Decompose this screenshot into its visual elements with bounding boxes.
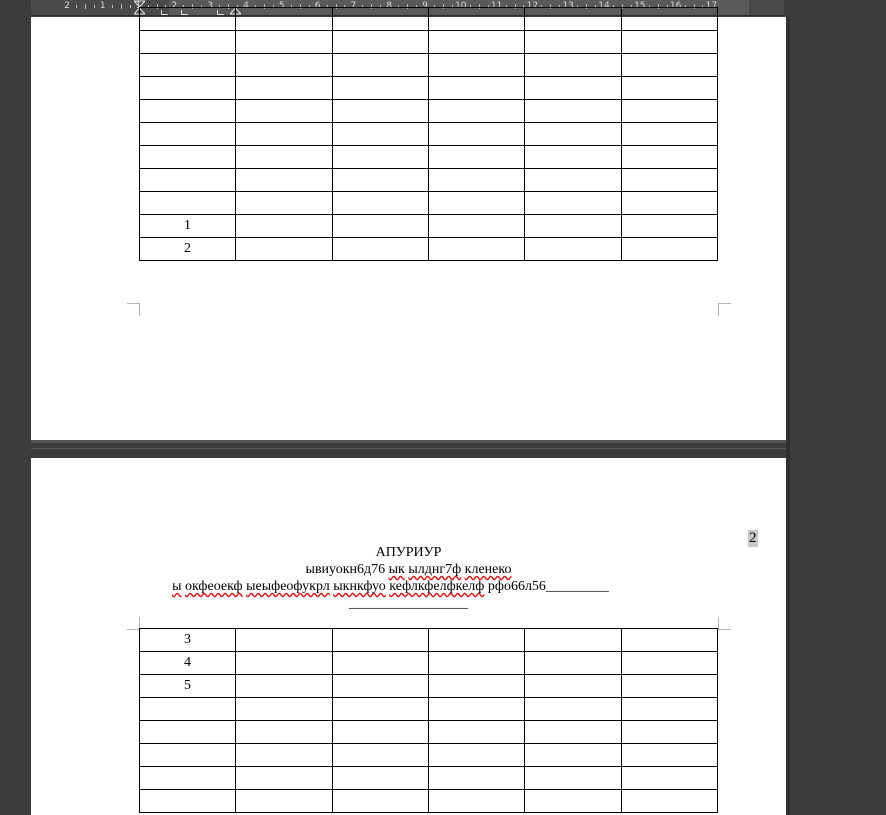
table-cell[interactable] [333, 744, 429, 767]
header-line-2[interactable] [31, 562, 786, 578]
table-cell[interactable] [525, 215, 622, 238]
ruler-label: 17 [705, 1, 718, 11]
table-cell[interactable] [429, 31, 525, 54]
table-row [140, 215, 718, 238]
table-row [140, 192, 718, 215]
table-cell[interactable] [236, 192, 333, 215]
table-cell[interactable] [333, 169, 429, 192]
misspelled-word: ы [172, 579, 182, 594]
table-cell[interactable] [429, 652, 525, 675]
table-cell[interactable] [525, 790, 622, 813]
table-row [140, 675, 718, 698]
table-cell[interactable] [333, 790, 429, 813]
table-row [140, 698, 718, 721]
table-cell[interactable] [429, 744, 525, 767]
table-cell[interactable] [333, 146, 429, 169]
table-cell[interactable] [429, 215, 525, 238]
page-gap-divider [31, 448, 786, 449]
table-cell[interactable] [622, 744, 718, 767]
table-cell[interactable] [525, 744, 622, 767]
table-cell[interactable] [525, 146, 622, 169]
table-row [140, 652, 718, 675]
data-table-page-2[interactable] [139, 628, 718, 813]
ruler-label: 4 [243, 1, 249, 11]
table-cell[interactable]: 4 [140, 652, 236, 675]
table-cell[interactable]: 2 [140, 238, 236, 261]
table-cell[interactable] [622, 790, 718, 813]
table-cell[interactable] [622, 146, 718, 169]
misspelled-word: ык [388, 562, 405, 577]
ruler-label: 6 [314, 1, 321, 11]
table-cell[interactable] [429, 169, 525, 192]
ruler-label: 10 [455, 1, 467, 11]
table-cell[interactable] [236, 721, 333, 744]
table-row [140, 31, 718, 54]
word: рфо66л56_________ [487, 579, 609, 594]
table-cell[interactable] [236, 629, 333, 652]
table-row [140, 54, 718, 77]
table-row [140, 123, 718, 146]
table-cell[interactable] [333, 192, 429, 215]
ruler-label: 1 [99, 1, 106, 11]
table-cell[interactable] [622, 77, 718, 100]
ruler-tick [112, 5, 113, 8]
table-cell[interactable] [236, 8, 333, 31]
table-cell[interactable] [140, 8, 236, 31]
table-cell[interactable]: 5 [140, 675, 236, 698]
table-row [140, 790, 718, 813]
table-cell[interactable] [622, 123, 718, 146]
table-cell[interactable] [525, 721, 622, 744]
ruler-tick [130, 5, 131, 8]
table-cell[interactable] [622, 652, 718, 675]
table-cell[interactable] [236, 100, 333, 123]
table-cell[interactable] [622, 215, 718, 238]
table-cell[interactable] [333, 54, 429, 77]
table-cell[interactable] [525, 77, 622, 100]
table-cell[interactable] [525, 192, 622, 215]
table-cell[interactable] [429, 629, 525, 652]
ruler-label: 2 [171, 1, 178, 11]
table-cell[interactable] [236, 215, 333, 238]
misspelled-word: ыкнкфуо [333, 579, 386, 594]
table-cell[interactable] [429, 123, 525, 146]
table-cell[interactable] [525, 54, 622, 77]
table-cell[interactable] [429, 675, 525, 698]
table-cell[interactable] [140, 123, 236, 146]
table-cell[interactable] [333, 721, 429, 744]
table-cell[interactable] [333, 8, 429, 31]
table-cell[interactable] [429, 77, 525, 100]
table-cell[interactable] [622, 169, 718, 192]
table-cell[interactable] [622, 698, 718, 721]
table-cell[interactable] [525, 8, 622, 31]
document-page-2[interactable] [31, 458, 786, 815]
table-cell[interactable] [622, 767, 718, 790]
table-cell[interactable] [525, 652, 622, 675]
table-cell[interactable] [429, 698, 525, 721]
table-cell[interactable] [140, 77, 236, 100]
misspelled-word: кефлкфелфкелф [389, 579, 485, 594]
table-cell[interactable] [622, 629, 718, 652]
table-row [140, 77, 718, 100]
table-cell[interactable] [525, 629, 622, 652]
ruler-label: 8 [386, 1, 393, 11]
ruler-label: 7 [350, 1, 357, 11]
table-cell[interactable] [236, 675, 333, 698]
table-cell[interactable]: 3 [140, 629, 236, 652]
misspelled-word: окфеоекф [184, 579, 243, 594]
table-cell[interactable] [140, 192, 236, 215]
table-cell[interactable] [429, 238, 525, 261]
ruler-label: 14 [598, 1, 610, 11]
table-cell[interactable] [622, 192, 718, 215]
table-cell[interactable] [333, 629, 429, 652]
table-cell[interactable] [236, 54, 333, 77]
table-cell[interactable] [236, 790, 333, 813]
table-cell[interactable] [333, 698, 429, 721]
table-cell[interactable] [140, 767, 236, 790]
table-cell[interactable] [236, 698, 333, 721]
table-cell[interactable] [333, 675, 429, 698]
header-line-3[interactable] [13, 579, 768, 595]
table-cell[interactable] [140, 146, 236, 169]
table-cell[interactable] [140, 721, 236, 744]
page-shadow [786, 17, 790, 815]
table-row [140, 169, 718, 192]
table-cell[interactable] [236, 169, 333, 192]
table-cell[interactable] [236, 767, 333, 790]
table-cell[interactable] [622, 31, 718, 54]
table-cell[interactable] [333, 123, 429, 146]
table-cell[interactable] [525, 238, 622, 261]
table-cell[interactable] [333, 100, 429, 123]
table-row [140, 629, 718, 652]
table-cell[interactable] [140, 790, 236, 813]
ruler-label: 3 [207, 1, 214, 11]
table-cell[interactable] [333, 652, 429, 675]
table-cell[interactable] [525, 767, 622, 790]
table-cell[interactable] [429, 100, 525, 123]
ruler-tick [85, 4, 86, 9]
table-cell[interactable] [333, 77, 429, 100]
table-cell[interactable] [622, 8, 718, 31]
table-cell[interactable] [140, 100, 236, 123]
misspelled-word: кленеко [464, 562, 512, 577]
ruler-tick [94, 5, 95, 8]
table-cell[interactable] [236, 652, 333, 675]
table-cell[interactable] [429, 192, 525, 215]
table-cell[interactable] [236, 238, 333, 261]
table-cell[interactable] [429, 767, 525, 790]
table-cell[interactable] [236, 146, 333, 169]
margin-corner-mark [718, 617, 731, 630]
table-cell[interactable] [429, 790, 525, 813]
table-cell[interactable] [333, 238, 429, 261]
table-cell[interactable] [525, 100, 622, 123]
ruler-label: 9 [422, 1, 428, 11]
ruler-label: 5 [278, 1, 285, 11]
table-cell[interactable] [236, 77, 333, 100]
data-table-page-1[interactable] [139, 7, 718, 261]
table-row [140, 721, 718, 744]
table-row [140, 8, 718, 31]
page-number-field[interactable]: 2 [749, 530, 757, 546]
ruler-label: 15 [634, 1, 646, 11]
table-cell[interactable]: 1 [140, 215, 236, 238]
table-cell[interactable] [622, 675, 718, 698]
table-row [140, 238, 718, 261]
table-cell[interactable] [140, 31, 236, 54]
ruler-label: 11 [490, 1, 503, 11]
word: ывиуокн6д76 [305, 562, 386, 577]
table-cell[interactable] [140, 744, 236, 767]
table-cell[interactable] [236, 744, 333, 767]
document-page-1[interactable] [31, 17, 786, 440]
table-cell[interactable] [236, 31, 333, 54]
misspelled-word: ылднг7ф [408, 562, 462, 577]
table-cell[interactable] [236, 123, 333, 146]
table-cell[interactable] [622, 238, 718, 261]
table-cell[interactable] [333, 767, 429, 790]
ruler-tick [76, 5, 77, 8]
table-row [140, 100, 718, 123]
ruler-tick [121, 4, 122, 9]
table-cell[interactable] [622, 54, 718, 77]
table-cell[interactable] [429, 54, 525, 77]
table-row [140, 744, 718, 767]
table-cell[interactable] [140, 54, 236, 77]
margin-corner-mark [718, 303, 731, 316]
table-cell[interactable] [429, 721, 525, 744]
table-cell[interactable] [333, 215, 429, 238]
table-cell[interactable] [429, 8, 525, 31]
table-row [140, 146, 718, 169]
table-cell[interactable] [525, 169, 622, 192]
misspelled-word: ыеыфеофукрл [246, 579, 330, 594]
ruler-label: 13 [562, 1, 574, 11]
margin-corner-mark [127, 303, 140, 316]
table-cell[interactable] [622, 100, 718, 123]
table-cell[interactable] [525, 31, 622, 54]
table-cell[interactable] [429, 146, 525, 169]
table-cell[interactable] [622, 721, 718, 744]
ruler-label: 1 [135, 1, 142, 11]
table-cell[interactable] [140, 169, 236, 192]
table-cell[interactable] [333, 31, 429, 54]
ruler-label: 2 [64, 1, 70, 11]
table-cell[interactable] [525, 123, 622, 146]
table-row [140, 767, 718, 790]
document-title[interactable]: АПУРИУР [375, 545, 442, 560]
ruler-label: 12 [526, 1, 539, 11]
table-cell[interactable] [525, 675, 622, 698]
header-line-4[interactable]: _________________ [349, 596, 468, 611]
table-cell[interactable] [140, 698, 236, 721]
table-cell[interactable] [525, 698, 622, 721]
ruler-label: 16 [669, 1, 682, 11]
